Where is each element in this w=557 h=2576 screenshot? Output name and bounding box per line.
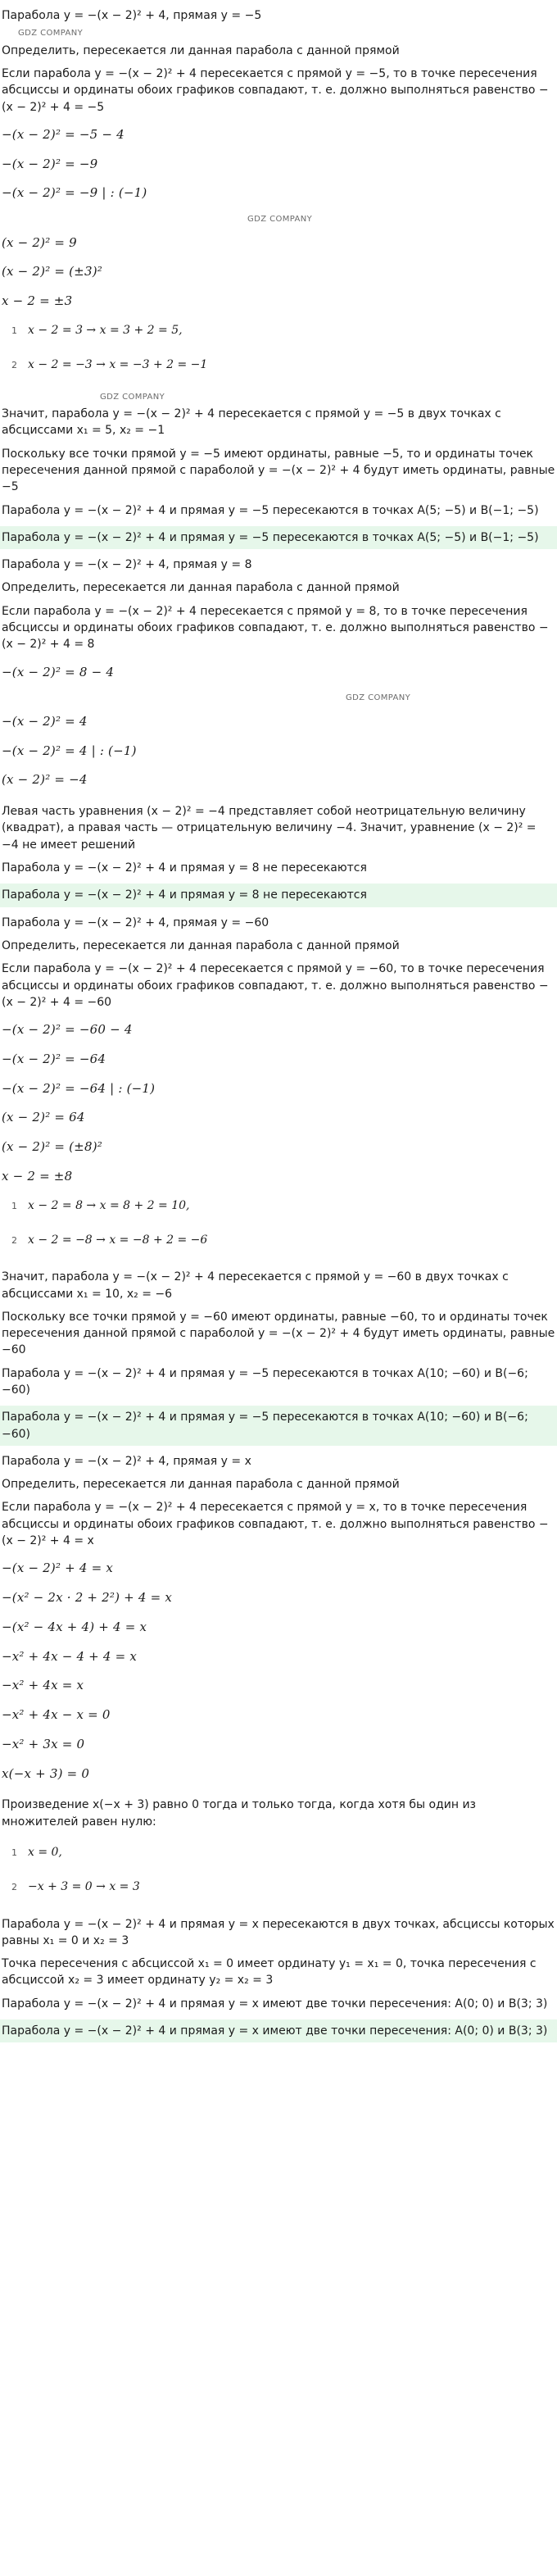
section-line-8: [2, 554, 555, 906]
step-number: 1: [11, 1847, 17, 1858]
equation-line: −(x² − 4x + 4) + 4 = x: [2, 1619, 147, 1634]
step-number: 2: [11, 1234, 17, 1246]
equation-line: x − 2 = ±3: [2, 293, 73, 309]
section-title: Парабола y = −(x − 2)² + 4, прямая y = x: [2, 1454, 251, 1468]
section-line-minus-5: [2, 5, 555, 549]
step-text: x − 2 = −8 → x = −8 + 2 = −6: [28, 1233, 208, 1247]
watermark: GDZ COMPANY: [100, 392, 165, 402]
section-title: Парабола y = −(x − 2)² + 4, прямая y = 8: [2, 558, 252, 572]
conclusion-text: Парабола y = −(x − 2)² + 4 и прямая y = −5 пересекаются в точках A(5; −5) и B(−1; −5): [2, 503, 539, 517]
section-line-y-equals-x: [2, 1451, 555, 2042]
conclusion-text: Левая часть уравнения (x − 2)² = −4 представляет собой неотрицательную величину (квадрат), а правая часть — отрицательную величину −4. Значит, уравнение (x − 2)² = −4 не имеет решений: [2, 805, 537, 852]
section-title: Парабола y = −(x − 2)² + 4, прямая y = −60: [2, 915, 269, 929]
equation-line: −(x − 2)² = 4: [2, 713, 88, 729]
equation-line: −x² + 4x − 4 + 4 = x: [2, 1648, 138, 1664]
watermark: GDZ COMPANY: [18, 29, 84, 39]
conclusion-text: Поскольку все точки прямой y = −5 имеют ординаты, равные −5, то и ординаты точек пересечения данной прямой с параболой y = −(x − 2)² + 4 будут иметь ординаты, равные −5: [2, 447, 555, 494]
case-step: [2, 357, 555, 373]
equation-line: (x − 2)² = −4: [2, 772, 88, 788]
equation-line: −(x − 2)² = −5 − 4: [2, 126, 125, 142]
watermark: GDZ COMPANY: [346, 693, 411, 703]
case-step: [2, 1197, 555, 1214]
equation-line: −(x − 2)² + 4 = x: [2, 1561, 114, 1576]
equation-line: −(x − 2)² = −60 − 4: [2, 1022, 133, 1038]
section-intro: Определить, пересекается ли данная парабола с данной прямой: [2, 938, 400, 952]
answer-box: Парабола y = −(x − 2)² + 4 и прямая y = −5 пересекаются в точках A(10; −60) и B(−6; −60): [0, 1406, 557, 1446]
step-text: x − 2 = 3 → x = 3 + 2 = 5,: [28, 323, 183, 337]
conclusion-text: Значит, парабола y = −(x − 2)² + 4 пересекается с прямой y = −5 в двух точках с абсциссами x₁ = 5, x₂ = −1: [2, 407, 501, 438]
equation-line: −(x² − 2x · 2 + 2²) + 4 = x: [2, 1590, 172, 1606]
section-intro: Определить, пересекается ли данная парабола с данной прямой: [2, 43, 400, 57]
intersection-condition: Если парабола y = −(x − 2)² + 4 пересекается с прямой y = −5, то в точке пересечения абсциссы и ординаты обоих графиков совпадают, т. е. должно выполняться равенство −(x − 2)² + 4 = −5: [2, 67, 549, 114]
equation-line: (x − 2)² = 9: [2, 234, 77, 250]
step-number: 2: [11, 1882, 17, 1893]
section-intro: Определить, пересекается ли данная парабола с данной прямой: [2, 1478, 400, 1492]
conclusion-text: Парабола y = −(x − 2)² + 4 и прямая y = 8 не пересекаются: [2, 861, 367, 875]
conclusion-text: Парабола y = −(x − 2)² + 4 и прямая y = x имеют две точки пересечения: A(0; 0) и B(3; 3): [2, 1997, 548, 2010]
intersection-condition: Если парабола y = −(x − 2)² + 4 пересекается с прямой y = x, то в точке пересечения абсциссы и ординаты обоих графиков совпадают, т. е. должно выполняться равенство −(x − 2)² + 4 = x: [2, 1501, 549, 1548]
intersection-condition: Если парабола y = −(x − 2)² + 4 пересекается с прямой y = −60, то в точке пересечения абсциссы и ординаты обоих графиков совпадают, т. е. должно выполняться равенство −(x − 2)² + 4 = −60: [2, 962, 549, 1009]
step-text: x − 2 = 8 → x = 8 + 2 = 10,: [28, 1198, 190, 1212]
equation-line: (x − 2)² = (±3)²: [2, 264, 102, 279]
section-line-minus-60: [2, 912, 555, 1446]
equation-line: −(x − 2)² = −9: [2, 156, 98, 171]
equation-line: x(−x + 3) = 0: [2, 1765, 90, 1781]
case-step: [2, 1844, 555, 1860]
case-step: [2, 322, 555, 338]
section-title: Парабола y = −(x − 2)² + 4, прямая y = −5: [2, 9, 262, 22]
equation-line: −x² + 3x = 0: [2, 1736, 85, 1751]
equation-line: −(x − 2)² = −64 | : (−1): [2, 1080, 156, 1096]
step-number: 2: [11, 360, 17, 371]
equation-line: −(x − 2)² = −64: [2, 1051, 106, 1066]
step-number: 1: [11, 1200, 17, 1211]
conclusion-text: Поскольку все точки прямой y = −60 имеют ординаты, равные −60, то и ординаты точек пересечения данной прямой с параболой y = −(x − 2)² + 4 будут иметь ординаты, равные −60: [2, 1310, 555, 1357]
answer-box: Парабола y = −(x − 2)² + 4 и прямая y = 8 не пересекаются: [0, 884, 557, 906]
answer-box: Парабола y = −(x − 2)² + 4 и прямая y = x имеют две точки пересечения: A(0; 0) и B(3; 3): [0, 2019, 557, 2042]
equation-line: −(x − 2)² = −9 | : (−1): [2, 185, 147, 201]
conclusion-text: Парабола y = −(x − 2)² + 4 и прямая y = x пересекаются в двух точках, абсциссы которых равны x₁ = 0 и x₂ = 3: [2, 1917, 555, 1947]
conclusion-text: Значит, парабола y = −(x − 2)² + 4 пересекается с прямой y = −60 в двух точках с абсциссами x₁ = 10, x₂ = −6: [2, 1270, 509, 1301]
equation-line: −(x − 2)² = 8 − 4: [2, 664, 115, 679]
intersection-condition: Если парабола y = −(x − 2)² + 4 пересекается с прямой y = 8, то в точке пересечения абсциссы и ординаты обоих графиков совпадают, т. е. должно выполняться равенство −(x − 2)² + 4 = 8: [2, 604, 549, 652]
step-text: x = 0,: [28, 1845, 62, 1859]
case-step: [2, 1232, 555, 1248]
equation-line: −x² + 4x − x = 0: [2, 1707, 111, 1723]
case-step: [2, 1879, 555, 1895]
equation-line: −(x − 2)² = 4 | : (−1): [2, 743, 137, 758]
step-number: 1: [11, 325, 17, 336]
section-intro: Определить, пересекается ли данная парабола с данной прямой: [2, 581, 400, 595]
equation-line: −x² + 4x = x: [2, 1678, 84, 1693]
conclusion-text: Парабола y = −(x − 2)² + 4 и прямая y = −5 пересекаются в точках A(10; −60) и B(−6; −60): [2, 1366, 528, 1397]
watermark: GDZ COMPANY: [247, 215, 313, 225]
equation-line: (x − 2)² = 64: [2, 1110, 85, 1125]
equation-line: x − 2 = ±8: [2, 1168, 73, 1184]
equation-line: (x − 2)² = (±8)²: [2, 1139, 102, 1155]
answer-box: Парабола y = −(x − 2)² + 4 и прямая y = −5 пересекаются в точках A(5; −5) и B(−1; −5): [0, 526, 557, 549]
step-text: −x + 3 = 0 → x = 3: [28, 1880, 140, 1894]
product-rule-text: Произведение x(−x + 3) равно 0 тогда и только тогда, когда хотя бы один из множителей равен нулю:: [2, 1798, 477, 1829]
step-text: x − 2 = −3 → x = −3 + 2 = −1: [28, 358, 208, 372]
conclusion-text: Точка пересечения с абсциссой x₁ = 0 имеет ординату y₁ = x₁ = 0, точка пересечения с абсциссой x₂ = 3 имеет ординату y₂ = x₂ = 3: [2, 1957, 537, 1988]
